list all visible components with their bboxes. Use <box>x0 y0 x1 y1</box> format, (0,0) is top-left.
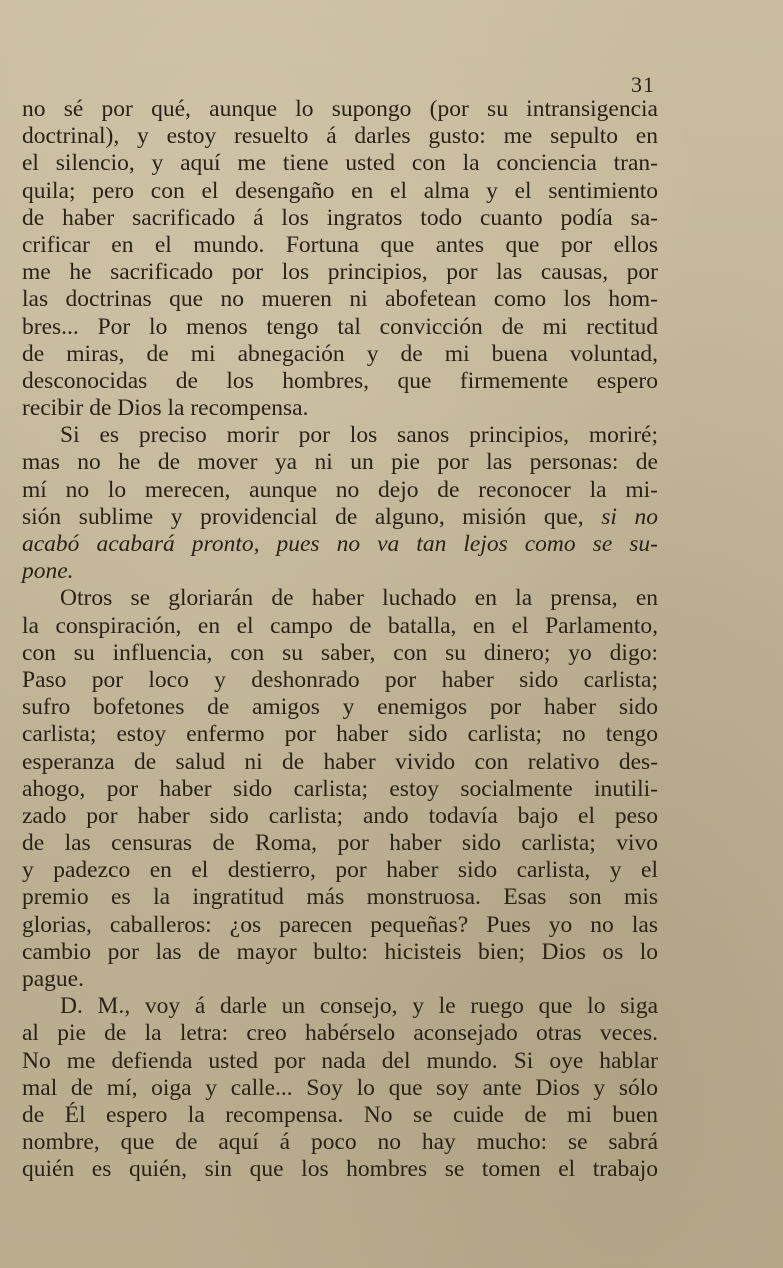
line-text: la conspiración, en el campo de batalla, en el Parlamento, <box>22 612 658 639</box>
line-text: no sé por qué, aunque lo supongo (por su intransigencia <box>22 96 658 122</box>
line-text: quién es quién, sin que los hombres se tomen el trabajo <box>22 1156 658 1183</box>
text-line <box>22 123 658 150</box>
text-line <box>22 1129 658 1156</box>
line-text: con su influencia, con su saber, con su dinero; yo digo: <box>22 639 658 666</box>
line-text: sufro bofetones de amigos y enemigos por haber sido <box>22 694 658 721</box>
line-text: al pie de la letra: creo habérselo aconsejado otras veces. <box>22 1020 658 1047</box>
text-line <box>22 96 658 123</box>
text-line <box>22 1156 658 1183</box>
line-text: me he sacrificado por los principios, por las causas, por <box>22 259 658 286</box>
line-text: el silencio, y aquí me tiene usted con la conciencia tran- <box>22 150 658 177</box>
text-line <box>22 1048 658 1075</box>
line-text: quila; pero con el desengaño en el alma y el sentimiento <box>22 177 658 204</box>
text-line <box>22 368 658 395</box>
line-text: mal de mí, oiga y calle... Soy lo que soy ante Dios y sólo <box>22 1074 658 1101</box>
text-line <box>22 912 658 939</box>
line-text: y padezco en el destierro, por haber sido carlista, y el <box>22 857 658 884</box>
line-text: glorias, caballeros: ¿os parecen pequeñas? Pues yo no las <box>22 911 658 938</box>
line-text: premio es la ingratitud más monstruosa. Esas son mis <box>22 884 658 911</box>
text-line <box>22 857 658 884</box>
line-text: ahogo, por haber sido carlista; estoy socialmente inutili- <box>22 775 658 802</box>
line-text: mas no he de mover ya ni un pie por las personas: de <box>22 449 658 476</box>
text-line <box>22 585 658 612</box>
text-line <box>22 966 658 993</box>
line-text: cambio por las de mayor bulto: hicisteis bien; Dios os lo <box>22 938 658 965</box>
text-line <box>22 341 658 368</box>
text-line <box>22 803 658 830</box>
text-line <box>22 749 658 776</box>
line-text: Otros se gloriarán de haber luchado en la prensa, en <box>60 585 658 612</box>
text-line <box>22 694 658 721</box>
text-line <box>22 558 658 585</box>
page-number: 31 <box>631 72 655 97</box>
text-line <box>22 884 658 911</box>
text-line <box>22 259 658 286</box>
line-text: crificar en el mundo. Fortuna que antes que por ellos <box>22 231 658 258</box>
line-text: de haber sacrificado á los ingratos todo cuanto podía sa- <box>22 204 658 231</box>
line-text: zado por haber sido carlista; ando todavía bajo el peso <box>22 802 658 829</box>
text-line <box>22 640 658 667</box>
text-line <box>22 205 658 232</box>
line-text: D. M., voy á darle un consejo, y le ruego que lo siga <box>60 993 658 1020</box>
line-text: de Él espero la recompensa. No se cuide de mi buen <box>22 1101 658 1128</box>
italic-text: pone. <box>22 558 74 585</box>
line-text: recibir de Dios la recompensa. <box>22 395 309 422</box>
text-line <box>22 613 658 640</box>
line-text: Paso por loco y deshonrado por haber sido carlista; <box>22 666 658 693</box>
text-line <box>22 830 658 857</box>
line-text: de las censuras de Roma, por haber sido carlista; vivo <box>22 830 658 857</box>
text-line <box>22 531 658 558</box>
text-line <box>22 993 658 1020</box>
line-text: esperanza de salud ni de haber vivido con relativo des- <box>22 748 658 775</box>
line-text: mí no lo merecen, aunque no dejo de reconocer la mi- <box>22 476 658 503</box>
text-line <box>22 449 658 476</box>
text-line <box>22 1075 658 1102</box>
line-text: doctrinal), y estoy resuelto á darles gusto: me sepulto en <box>22 123 658 150</box>
line-text: las doctrinas que no mueren ni abofetean como los hom- <box>22 286 658 313</box>
text-line <box>22 286 658 313</box>
line-text: bres... Por lo menos tengo tal convicción de mi rectitud <box>22 313 658 340</box>
text-line <box>22 150 658 177</box>
text-line <box>22 721 658 748</box>
text-line <box>22 667 658 694</box>
line-text: sión sublime y providencial de alguno, misión que, <box>22 503 584 530</box>
line-text: nombre, que de aquí á poco no hay mucho: se sabrá <box>22 1129 658 1156</box>
line-text: carlista; estoy enfermo por haber sido carlista; no tengo <box>22 721 658 748</box>
text-line <box>22 395 658 422</box>
italic-text: acabó acabará pronto, pues no va tan lejos como se su- <box>22 531 658 557</box>
text-line <box>22 314 658 341</box>
text-line <box>22 178 658 205</box>
text-line <box>22 477 658 504</box>
line-text: de miras, de mi abnegación y de mi buena voluntad, <box>22 340 658 367</box>
text-line <box>22 232 658 259</box>
line-text: Si es preciso morir por los sanos principios, moriré; <box>60 422 658 449</box>
text-line <box>22 939 658 966</box>
text-line <box>22 504 658 531</box>
italic-text: si no <box>601 503 658 530</box>
line-text: No me defienda usted por nada del mundo. Si oye hablar <box>22 1047 658 1074</box>
body-text <box>22 96 658 1184</box>
line-text: pague. <box>22 966 84 992</box>
text-line <box>22 1020 658 1047</box>
line-text: desconocidas de los hombres, que firmemente espero <box>22 367 658 394</box>
text-line <box>22 422 658 449</box>
text-line <box>22 776 658 803</box>
text-line <box>22 1102 658 1129</box>
